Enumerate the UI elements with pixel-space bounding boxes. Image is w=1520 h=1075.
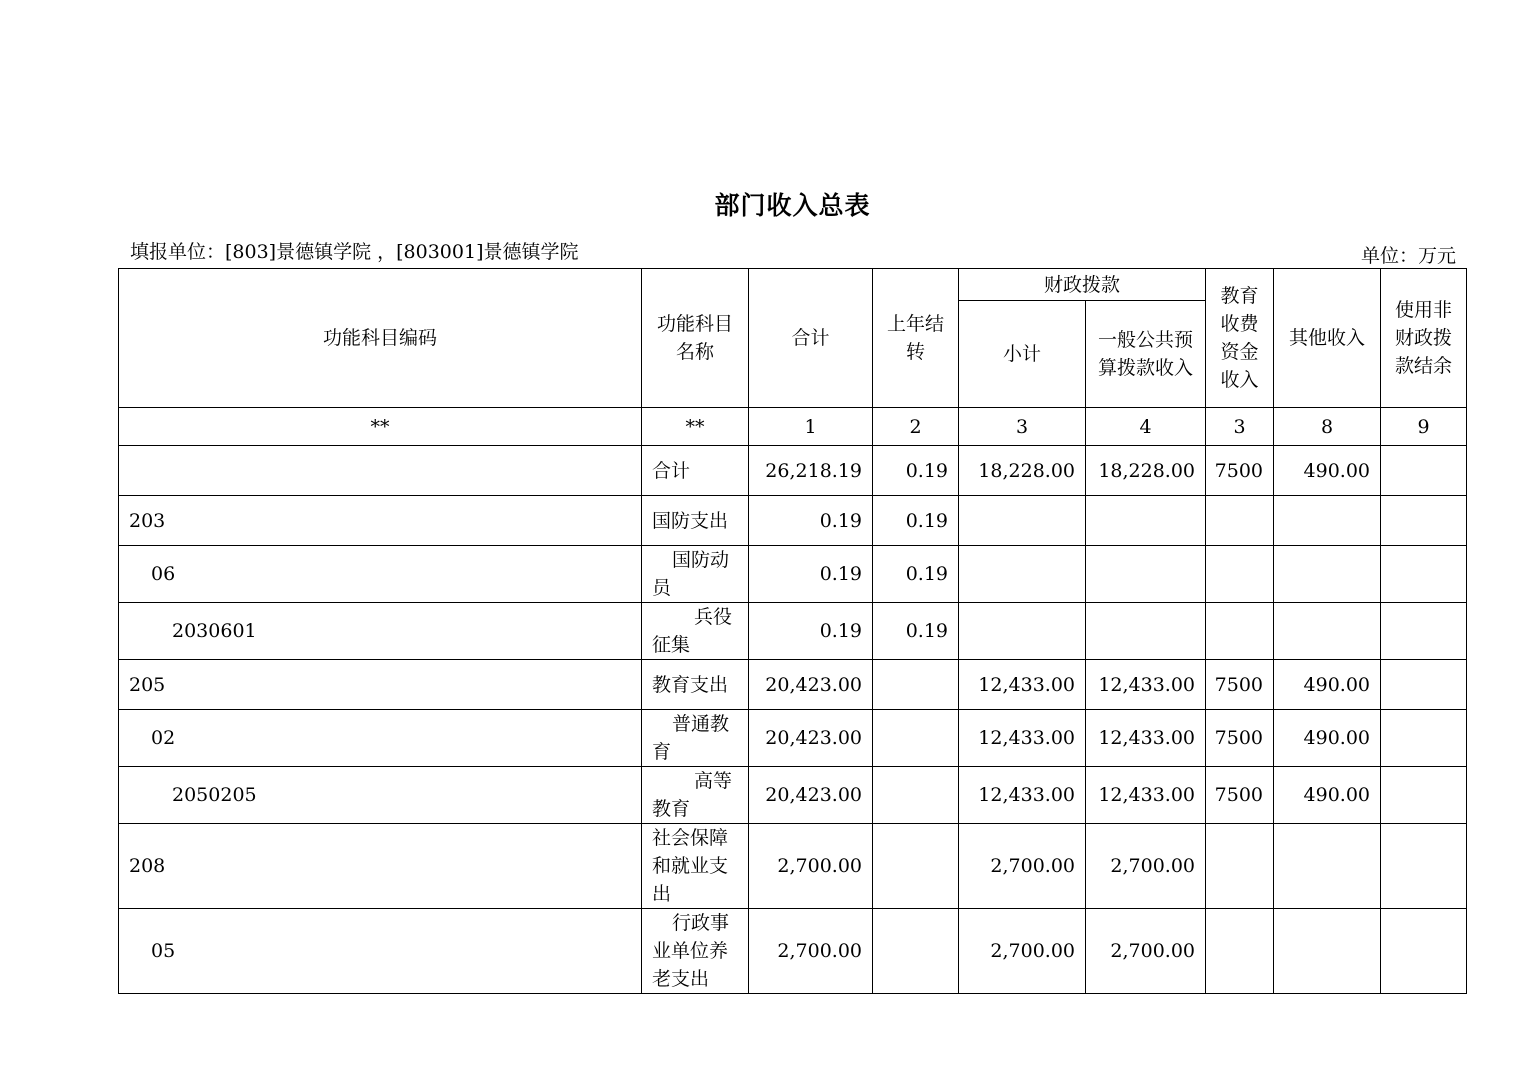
edu-fee-cell [1206,496,1274,546]
header-other: 其他收入 [1274,269,1381,408]
currency-unit: 单位：万元 [1360,245,1456,267]
carryover-cell: 0.19 [873,446,959,496]
edu-fee-cell [1206,824,1274,909]
subtotal-cell: 2,700.00 [959,909,1086,994]
table-row [119,496,1467,546]
header-general-budget: 一般公共预算拨款收入 [1086,301,1206,408]
name-cell: 合计 [642,446,749,496]
other-income-cell [1274,909,1381,994]
general-budget-cell: 18,228.00 [1086,446,1206,496]
carryover-cell [873,767,959,824]
total-cell: 20,423.00 [749,767,873,824]
code-cell: 06 [119,546,642,603]
edu-fee-cell: 7500 [1206,660,1274,710]
table-row [119,710,1467,767]
index-cell: 3 [959,408,1086,446]
table-row [119,767,1467,824]
non-fiscal-cell [1381,546,1467,603]
subtotal-cell [959,496,1086,546]
code-cell: 2030601 [119,603,642,660]
subtotal-cell [959,603,1086,660]
name-cell: 教育支出 [642,660,749,710]
total-cell: 0.19 [749,603,873,660]
non-fiscal-cell [1381,446,1467,496]
carryover-cell [873,909,959,994]
reporting-unit: 填报单位：[803]景德镇学院 ，[803001]景德镇学院 [130,241,579,263]
edu-fee-cell: 7500 [1206,446,1274,496]
total-cell: 0.19 [749,496,873,546]
code-cell: 205 [119,660,642,710]
name-cell: 普通教育 [642,710,749,767]
edu-fee-cell [1206,546,1274,603]
general-budget-cell: 12,433.00 [1086,660,1206,710]
table-row [119,603,1467,660]
name-cell: 社会保障和就业支出 [642,824,749,909]
code-cell [119,446,642,496]
non-fiscal-cell [1381,767,1467,824]
other-income-cell: 490.00 [1274,446,1381,496]
general-budget-cell [1086,496,1206,546]
subtotal-cell: 12,433.00 [959,767,1086,824]
table-row [119,909,1467,994]
name-cell: 国防支出 [642,496,749,546]
other-income-cell: 490.00 [1274,767,1381,824]
total-cell: 26,218.19 [749,446,873,496]
index-cell: 9 [1381,408,1467,446]
index-cell: ** [119,408,642,446]
index-cell: 8 [1274,408,1381,446]
subtotal-cell: 2,700.00 [959,824,1086,909]
total-cell: 0.19 [749,546,873,603]
header-name: 功能科目名称 [642,269,749,408]
table-row [119,824,1467,909]
general-budget-cell: 2,700.00 [1086,824,1206,909]
other-income-cell: 490.00 [1274,660,1381,710]
table-row [119,660,1467,710]
general-budget-cell [1086,603,1206,660]
header-total: 合计 [749,269,873,408]
name-cell: 高等教育 [642,767,749,824]
carryover-cell: 0.19 [873,603,959,660]
code-cell: 208 [119,824,642,909]
non-fiscal-cell [1381,603,1467,660]
header-subtotal: 小计 [959,301,1086,408]
other-income-cell [1274,603,1381,660]
carryover-cell: 0.19 [873,496,959,546]
header-code: 功能科目编码 [119,269,642,408]
non-fiscal-cell [1381,496,1467,546]
header-row [119,269,1467,301]
edu-fee-cell: 7500 [1206,710,1274,767]
non-fiscal-cell [1381,660,1467,710]
edu-fee-cell [1206,603,1274,660]
general-budget-cell: 2,700.00 [1086,909,1206,994]
code-cell: 203 [119,496,642,546]
non-fiscal-cell [1381,909,1467,994]
total-cell: 20,423.00 [749,710,873,767]
header-non-fiscal: 使用非财政拨款结余 [1381,269,1467,408]
carryover-cell [873,824,959,909]
subtotal-cell [959,546,1086,603]
code-cell: 02 [119,710,642,767]
general-budget-cell [1086,546,1206,603]
index-cell: 4 [1086,408,1206,446]
non-fiscal-cell [1381,710,1467,767]
name-cell: 国防动员 [642,546,749,603]
table-row-total [119,446,1467,496]
total-cell: 20,423.00 [749,660,873,710]
edu-fee-cell [1206,909,1274,994]
index-cell: 1 [749,408,873,446]
index-cell: 3 [1206,408,1274,446]
general-budget-cell: 12,433.00 [1086,710,1206,767]
header-fiscal: 财政拨款 [959,269,1206,301]
other-income-cell: 490.00 [1274,710,1381,767]
page-title: 部门收入总表 [714,191,871,220]
total-cell: 2,700.00 [749,909,873,994]
general-budget-cell: 12,433.00 [1086,767,1206,824]
name-cell: 行政事业单位养老支出 [642,909,749,994]
income-table [118,268,1467,994]
subtotal-cell: 18,228.00 [959,446,1086,496]
table-row [119,546,1467,603]
header-edu-fee: 教育收费资金收入 [1206,269,1274,408]
other-income-cell [1274,546,1381,603]
name-cell: 兵役征集 [642,603,749,660]
subtotal-cell: 12,433.00 [959,710,1086,767]
header-carryover: 上年结转 [873,269,959,408]
other-income-cell [1274,824,1381,909]
index-row [119,408,1467,446]
non-fiscal-cell [1381,824,1467,909]
carryover-cell: 0.19 [873,546,959,603]
index-cell: ** [642,408,749,446]
carryover-cell [873,710,959,767]
total-cell: 2,700.00 [749,824,873,909]
code-cell: 05 [119,909,642,994]
other-income-cell [1274,496,1381,546]
code-cell: 2050205 [119,767,642,824]
index-cell: 2 [873,408,959,446]
carryover-cell [873,660,959,710]
edu-fee-cell: 7500 [1206,767,1274,824]
subtotal-cell: 12,433.00 [959,660,1086,710]
